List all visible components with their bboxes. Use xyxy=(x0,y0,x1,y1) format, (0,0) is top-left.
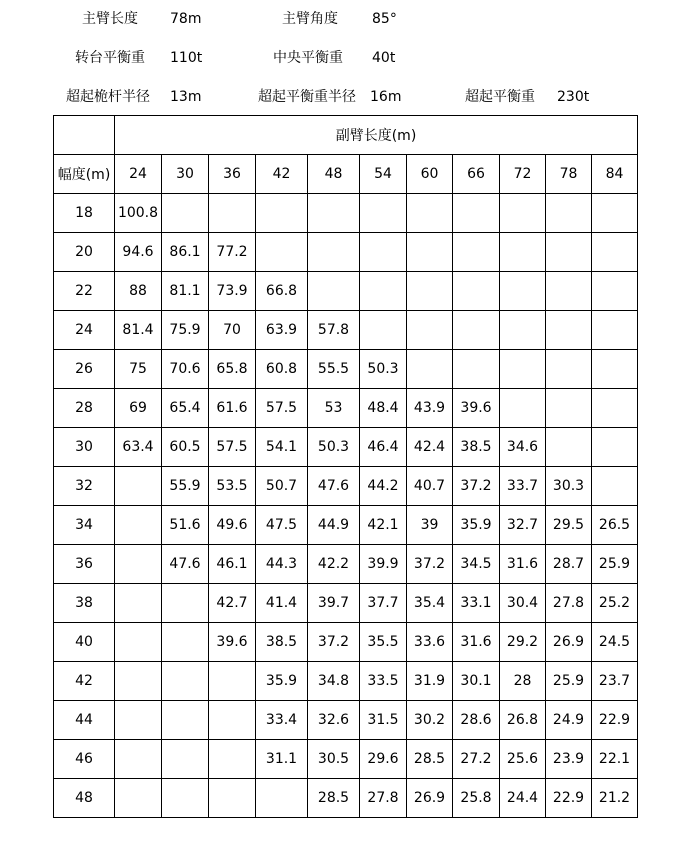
capacity-cell: 26.5 xyxy=(592,506,638,545)
capacity-cell: 66.8 xyxy=(256,272,308,311)
capacity-cell: 32.6 xyxy=(308,701,360,740)
capacity-cell xyxy=(115,740,162,779)
superlift-counterweight-label: 超起平衡重 xyxy=(465,89,535,105)
radius-cell: 36 xyxy=(54,545,115,584)
radius-cell: 26 xyxy=(54,350,115,389)
capacity-cell: 39 xyxy=(407,506,453,545)
capacity-cell xyxy=(407,233,453,272)
capacity-cell xyxy=(162,662,209,701)
column-header-cell: 72 xyxy=(500,155,546,194)
capacity-cell xyxy=(407,272,453,311)
capacity-cell: 27.8 xyxy=(360,779,407,818)
capacity-cell xyxy=(546,233,592,272)
capacity-cell xyxy=(500,194,546,233)
radius-cell: 38 xyxy=(54,584,115,623)
table-row xyxy=(54,233,638,272)
main-boom-angle-value: 85° xyxy=(372,11,397,27)
column-header-cell: 30 xyxy=(162,155,209,194)
radius-cell: 40 xyxy=(54,623,115,662)
radius-cell: 48 xyxy=(54,779,115,818)
capacity-cell xyxy=(592,233,638,272)
table-row xyxy=(54,740,638,779)
capacity-cell: 37.7 xyxy=(360,584,407,623)
capacity-cell: 47.5 xyxy=(256,506,308,545)
table-row xyxy=(54,584,638,623)
capacity-cell: 60.5 xyxy=(162,428,209,467)
column-header-cell: 54 xyxy=(360,155,407,194)
capacity-cell: 37.2 xyxy=(308,623,360,662)
capacity-cell xyxy=(115,623,162,662)
capacity-cell: 25.9 xyxy=(592,545,638,584)
capacity-cell: 22.1 xyxy=(592,740,638,779)
capacity-cell: 70 xyxy=(209,311,256,350)
capacity-cell: 35.5 xyxy=(360,623,407,662)
column-header-cell: 66 xyxy=(453,155,500,194)
capacity-cell: 57.8 xyxy=(308,311,360,350)
capacity-cell: 50.3 xyxy=(308,428,360,467)
capacity-cell: 29.5 xyxy=(546,506,592,545)
radius-cell: 30 xyxy=(54,428,115,467)
capacity-cell: 100.8 xyxy=(115,194,162,233)
radius-cell: 32 xyxy=(54,467,115,506)
capacity-cell xyxy=(546,194,592,233)
capacity-cell: 38.5 xyxy=(256,623,308,662)
capacity-cell xyxy=(162,701,209,740)
superlift-mast-radius-label: 超起桅杆半径 xyxy=(66,89,150,105)
capacity-cell xyxy=(500,350,546,389)
capacity-cell: 28.7 xyxy=(546,545,592,584)
capacity-cell: 37.2 xyxy=(453,467,500,506)
capacity-cell: 49.6 xyxy=(209,506,256,545)
capacity-cell: 24.5 xyxy=(592,623,638,662)
corner-cell xyxy=(54,116,115,155)
capacity-cell: 23.7 xyxy=(592,662,638,701)
capacity-cell: 61.6 xyxy=(209,389,256,428)
capacity-cell xyxy=(115,584,162,623)
capacity-cell xyxy=(162,740,209,779)
capacity-cell: 25.6 xyxy=(500,740,546,779)
column-header-cell: 48 xyxy=(308,155,360,194)
capacity-cell: 42.7 xyxy=(209,584,256,623)
capacity-cell: 28.5 xyxy=(407,740,453,779)
capacity-cell: 57.5 xyxy=(256,389,308,428)
capacity-cell: 88 xyxy=(115,272,162,311)
radius-cell: 20 xyxy=(54,233,115,272)
radius-cell: 24 xyxy=(54,311,115,350)
capacity-cell xyxy=(592,350,638,389)
capacity-cell: 40.7 xyxy=(407,467,453,506)
capacity-cell xyxy=(500,272,546,311)
capacity-cell: 31.5 xyxy=(360,701,407,740)
capacity-cell xyxy=(115,467,162,506)
turntable-counterweight-label: 转台平衡重 xyxy=(75,50,145,66)
capacity-cell xyxy=(592,428,638,467)
capacity-cell: 54.1 xyxy=(256,428,308,467)
capacity-cell: 44.2 xyxy=(360,467,407,506)
capacity-cell: 26.8 xyxy=(500,701,546,740)
capacity-cell xyxy=(592,272,638,311)
superlift-mast-radius-value: 13m xyxy=(170,89,202,105)
capacity-cell: 69 xyxy=(115,389,162,428)
main-boom-length-value: 78m xyxy=(170,11,202,27)
capacity-cell xyxy=(360,272,407,311)
capacity-cell: 26.9 xyxy=(407,779,453,818)
capacity-cell xyxy=(592,467,638,506)
capacity-cell: 33.6 xyxy=(407,623,453,662)
capacity-cell: 86.1 xyxy=(162,233,209,272)
capacity-cell: 39.7 xyxy=(308,584,360,623)
capacity-cell xyxy=(115,545,162,584)
table-row xyxy=(54,194,638,233)
capacity-cell xyxy=(546,311,592,350)
capacity-cell: 46.1 xyxy=(209,545,256,584)
column-header-cell: 60 xyxy=(407,155,453,194)
capacity-cell: 35.9 xyxy=(453,506,500,545)
capacity-cell xyxy=(209,701,256,740)
capacity-cell: 25.2 xyxy=(592,584,638,623)
capacity-cell xyxy=(453,311,500,350)
table-row xyxy=(54,350,638,389)
capacity-cell: 81.1 xyxy=(162,272,209,311)
capacity-cell xyxy=(453,272,500,311)
capacity-cell xyxy=(308,233,360,272)
column-header-cell: 78 xyxy=(546,155,592,194)
capacity-cell xyxy=(360,194,407,233)
capacity-cell xyxy=(407,350,453,389)
capacity-cell: 31.9 xyxy=(407,662,453,701)
superlift-counterweight-value: 230t xyxy=(557,89,590,105)
capacity-cell: 38.5 xyxy=(453,428,500,467)
capacity-cell: 41.4 xyxy=(256,584,308,623)
capacity-cell xyxy=(162,194,209,233)
capacity-cell: 51.6 xyxy=(162,506,209,545)
capacity-cell: 35.4 xyxy=(407,584,453,623)
capacity-cell: 34.5 xyxy=(453,545,500,584)
capacity-cell: 27.2 xyxy=(453,740,500,779)
capacity-cell xyxy=(546,350,592,389)
capacity-cell: 81.4 xyxy=(115,311,162,350)
main-boom-length-label: 主臂长度 xyxy=(82,11,138,27)
capacity-cell xyxy=(308,194,360,233)
capacity-cell: 30.4 xyxy=(500,584,546,623)
capacity-cell xyxy=(256,233,308,272)
table-row xyxy=(54,701,638,740)
capacity-cell: 33.5 xyxy=(360,662,407,701)
capacity-cell xyxy=(308,272,360,311)
capacity-cell xyxy=(162,623,209,662)
capacity-cell: 70.6 xyxy=(162,350,209,389)
capacity-cell xyxy=(115,662,162,701)
table-row xyxy=(54,428,638,467)
capacity-cell: 75 xyxy=(115,350,162,389)
capacity-cell: 33.4 xyxy=(256,701,308,740)
capacity-cell xyxy=(546,428,592,467)
column-header-cell: 84 xyxy=(592,155,638,194)
capacity-cell: 34.6 xyxy=(500,428,546,467)
capacity-cell xyxy=(453,194,500,233)
capacity-cell: 50.7 xyxy=(256,467,308,506)
capacity-cell: 63.9 xyxy=(256,311,308,350)
column-header-cell: 36 xyxy=(209,155,256,194)
capacity-cell xyxy=(162,779,209,818)
capacity-cell: 30.2 xyxy=(407,701,453,740)
capacity-cell xyxy=(592,194,638,233)
superlift-counterweight-radius-label: 超起平衡重半径 xyxy=(258,89,356,105)
radius-cell: 44 xyxy=(54,701,115,740)
capacity-cell: 55.5 xyxy=(308,350,360,389)
radius-cell: 46 xyxy=(54,740,115,779)
capacity-cell: 25.9 xyxy=(546,662,592,701)
capacity-cell: 30.3 xyxy=(546,467,592,506)
capacity-cell: 47.6 xyxy=(162,545,209,584)
capacity-cell xyxy=(407,311,453,350)
capacity-cell: 31.6 xyxy=(453,623,500,662)
central-counterweight-value: 40t xyxy=(372,50,396,66)
group-header-row xyxy=(54,116,638,155)
capacity-cell: 21.2 xyxy=(592,779,638,818)
capacity-cell: 26.9 xyxy=(546,623,592,662)
capacity-cell: 24.9 xyxy=(546,701,592,740)
table-row xyxy=(54,662,638,701)
radius-cell: 42 xyxy=(54,662,115,701)
load-chart-table xyxy=(53,115,638,818)
capacity-cell xyxy=(500,389,546,428)
table-row xyxy=(54,467,638,506)
capacity-cell: 33.1 xyxy=(453,584,500,623)
capacity-cell: 44.3 xyxy=(256,545,308,584)
radius-cell: 18 xyxy=(54,194,115,233)
capacity-cell xyxy=(546,389,592,428)
capacity-cell xyxy=(453,350,500,389)
capacity-cell: 25.8 xyxy=(453,779,500,818)
capacity-cell xyxy=(115,506,162,545)
capacity-cell xyxy=(209,662,256,701)
radius-cell: 34 xyxy=(54,506,115,545)
capacity-cell xyxy=(592,311,638,350)
capacity-cell: 63.4 xyxy=(115,428,162,467)
capacity-cell: 39.6 xyxy=(209,623,256,662)
capacity-cell: 32.7 xyxy=(500,506,546,545)
capacity-cell xyxy=(209,740,256,779)
capacity-cell: 31.6 xyxy=(500,545,546,584)
main-boom-angle-label: 主臂角度 xyxy=(282,11,338,27)
radius-cell: 28 xyxy=(54,389,115,428)
capacity-cell: 30.5 xyxy=(308,740,360,779)
capacity-cell: 53 xyxy=(308,389,360,428)
capacity-cell: 42.1 xyxy=(360,506,407,545)
table-row xyxy=(54,272,638,311)
capacity-cell: 48.4 xyxy=(360,389,407,428)
capacity-cell: 39.9 xyxy=(360,545,407,584)
capacity-cell xyxy=(360,311,407,350)
capacity-cell: 57.5 xyxy=(209,428,256,467)
capacity-cell: 28.6 xyxy=(453,701,500,740)
table-row xyxy=(54,545,638,584)
turntable-counterweight-value: 110t xyxy=(170,50,203,66)
capacity-cell: 65.4 xyxy=(162,389,209,428)
capacity-cell: 42.4 xyxy=(407,428,453,467)
capacity-cell: 29.2 xyxy=(500,623,546,662)
column-header-row xyxy=(54,155,638,194)
capacity-cell: 24.4 xyxy=(500,779,546,818)
column-header-cell: 42 xyxy=(256,155,308,194)
capacity-cell: 44.9 xyxy=(308,506,360,545)
capacity-cell: 31.1 xyxy=(256,740,308,779)
capacity-cell: 75.9 xyxy=(162,311,209,350)
capacity-cell: 47.6 xyxy=(308,467,360,506)
capacity-cell: 94.6 xyxy=(115,233,162,272)
capacity-cell: 35.9 xyxy=(256,662,308,701)
capacity-cell: 23.9 xyxy=(546,740,592,779)
capacity-cell: 22.9 xyxy=(546,779,592,818)
capacity-cell: 37.2 xyxy=(407,545,453,584)
capacity-cell: 22.9 xyxy=(592,701,638,740)
capacity-cell: 65.8 xyxy=(209,350,256,389)
jib-length-header: 副臂长度(m) xyxy=(115,116,638,155)
capacity-cell xyxy=(500,311,546,350)
capacity-cell: 46.4 xyxy=(360,428,407,467)
capacity-cell xyxy=(453,233,500,272)
capacity-cell: 29.6 xyxy=(360,740,407,779)
table-row xyxy=(54,311,638,350)
table-row xyxy=(54,623,638,662)
capacity-cell xyxy=(592,389,638,428)
capacity-cell: 43.9 xyxy=(407,389,453,428)
capacity-cell xyxy=(115,779,162,818)
capacity-cell xyxy=(256,779,308,818)
capacity-cell: 42.2 xyxy=(308,545,360,584)
radius-header: 幅度(m) xyxy=(54,155,115,194)
capacity-cell: 53.5 xyxy=(209,467,256,506)
table-row xyxy=(54,779,638,818)
capacity-cell: 33.7 xyxy=(500,467,546,506)
capacity-cell xyxy=(407,194,453,233)
capacity-cell: 30.1 xyxy=(453,662,500,701)
column-header-cell: 24 xyxy=(115,155,162,194)
capacity-cell xyxy=(162,584,209,623)
capacity-cell xyxy=(209,194,256,233)
capacity-cell: 50.3 xyxy=(360,350,407,389)
radius-cell: 22 xyxy=(54,272,115,311)
capacity-cell xyxy=(209,779,256,818)
capacity-cell: 73.9 xyxy=(209,272,256,311)
table-row xyxy=(54,506,638,545)
capacity-cell: 77.2 xyxy=(209,233,256,272)
capacity-cell xyxy=(115,701,162,740)
capacity-cell: 27.8 xyxy=(546,584,592,623)
central-counterweight-label: 中央平衡重 xyxy=(273,50,343,66)
capacity-cell: 55.9 xyxy=(162,467,209,506)
superlift-counterweight-radius-value: 16m xyxy=(370,89,402,105)
capacity-cell xyxy=(500,233,546,272)
capacity-cell: 39.6 xyxy=(453,389,500,428)
capacity-cell xyxy=(546,272,592,311)
capacity-cell xyxy=(360,233,407,272)
capacity-cell: 28.5 xyxy=(308,779,360,818)
capacity-cell: 60.8 xyxy=(256,350,308,389)
capacity-cell xyxy=(256,194,308,233)
table-row xyxy=(54,389,638,428)
capacity-cell: 28 xyxy=(500,662,546,701)
capacity-cell: 34.8 xyxy=(308,662,360,701)
